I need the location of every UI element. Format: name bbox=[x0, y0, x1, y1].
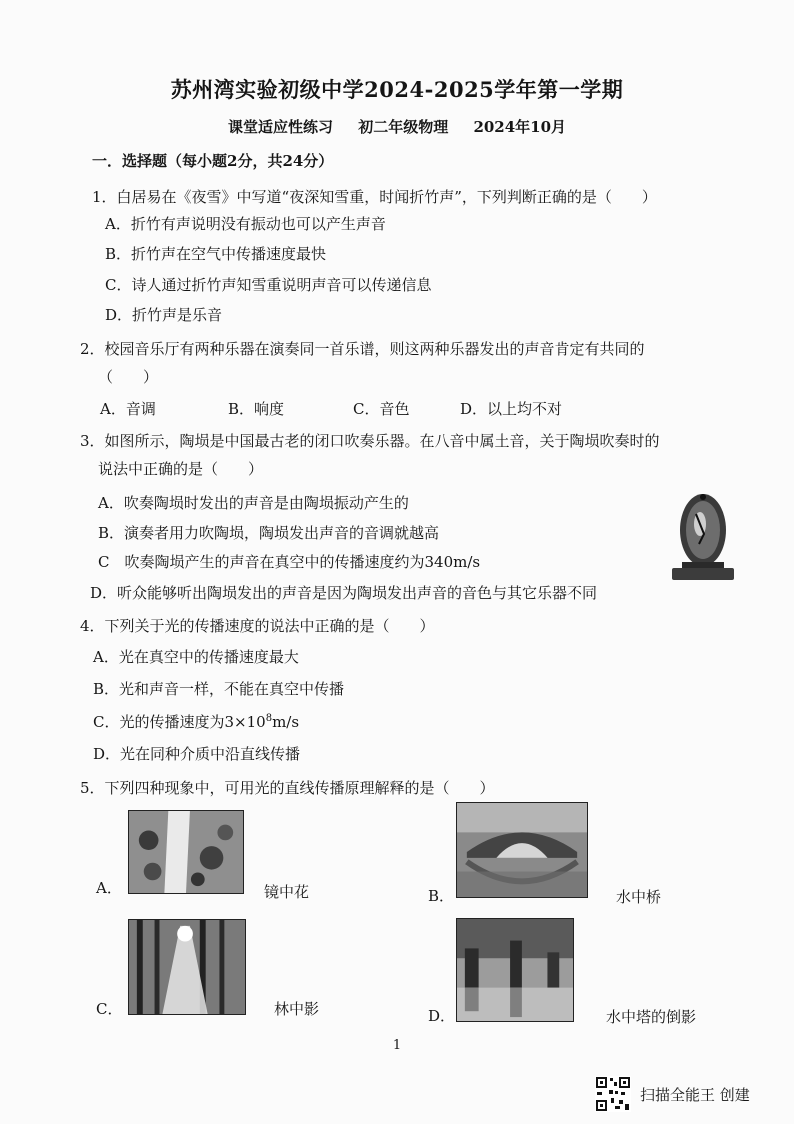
question-4-option-c-unit: m/s bbox=[272, 713, 300, 731]
page-number: 1 bbox=[392, 1038, 402, 1053]
question-4-option-c-prefix: C．光的传播速度为3×10 bbox=[93, 713, 266, 731]
question-1-stem: 1．白居易在《夜雪》中写道“夜深知雪重，时闻折竹声”，下列判断正确的是（ ） bbox=[92, 188, 657, 206]
question-4-option-d: D．光在同种介质中沿直线传播 bbox=[93, 745, 301, 763]
question-1-option-a: A．折竹有声说明没有振动也可以产生声音 bbox=[105, 215, 386, 233]
subtitle-date: 2024年10月 bbox=[473, 118, 567, 136]
subtitle-grade: 初二年级物理 bbox=[358, 118, 449, 136]
question-5-option-b-letter: B． bbox=[428, 887, 455, 905]
question-5-option-c-letter: C． bbox=[96, 1000, 123, 1018]
section-title: 一．选择题（每小题2分，共24分） bbox=[92, 152, 334, 170]
question-2-stem-bracket: （ ） bbox=[98, 368, 159, 386]
question-3-option-d: D．听众能够听出陶埙发出的声音是因为陶埙发出声音的音色与其它乐器不同 bbox=[90, 584, 598, 602]
question-3-option-c: C 吹奏陶埙产生的声音在真空中的传播速度约为340m/s bbox=[98, 553, 481, 571]
question-5-option-a-caption: 镜中花 bbox=[264, 883, 310, 901]
question-5-stem: 5．下列四种现象中，可用光的直线传播原理解释的是（ ） bbox=[80, 779, 495, 797]
scanner-watermark: 扫描全能王 创建 bbox=[640, 1086, 750, 1104]
question-4-option-c bbox=[93, 711, 299, 732]
question-2-stem: 2．校园音乐厅有两种乐器在演奏同一首乐谱，则这两种乐器发出的声音肯定有共同的 bbox=[80, 340, 645, 358]
question-3-option-b: B．演奏者用力吹陶埙，陶埙发出声音的音调就越高 bbox=[98, 524, 440, 542]
xun-instrument-image bbox=[666, 484, 740, 584]
question-1-option-b: B．折竹声在空气中传播速度最快 bbox=[105, 245, 327, 263]
question-5-option-b-caption: 水中桥 bbox=[616, 888, 662, 906]
question-5-option-d-caption: 水中塔的倒影 bbox=[606, 1008, 697, 1026]
question-5-option-c-caption: 林中影 bbox=[274, 1000, 320, 1018]
question-4-option-b: B．光和声音一样，不能在真空中传播 bbox=[93, 680, 345, 698]
question-3-stem-line2: 说法中正确的是（ ） bbox=[98, 460, 264, 478]
tower-reflection-image bbox=[456, 918, 574, 1022]
question-1-option-c: C．诗人通过折竹声知雪重说明声音可以传递信息 bbox=[105, 276, 432, 294]
question-2-option-d: D．以上均不对 bbox=[460, 400, 563, 418]
question-4-option-c-exponent: 8 bbox=[265, 713, 273, 724]
question-5-option-d-letter: D． bbox=[428, 1007, 456, 1025]
page-subtitle bbox=[0, 116, 794, 137]
page-title: 苏州湾实验初级中学2024-2025学年第一学期 bbox=[170, 77, 624, 102]
water-bridge-image bbox=[456, 802, 588, 898]
question-3-stem: 3．如图所示，陶埙是中国最古老的闭口吹奏乐器。在八音中属土音，关于陶埙吹奏时的 bbox=[80, 432, 660, 450]
forest-shadow-image bbox=[128, 919, 246, 1015]
qr-code-icon bbox=[595, 1076, 631, 1112]
question-4-option-a: A．光在真空中的传播速度最大 bbox=[93, 648, 299, 666]
question-3-option-a: A．吹奏陶埙时发出的声音是由陶埙振动产生的 bbox=[98, 494, 409, 512]
question-4-stem: 4．下列关于光的传播速度的说法中正确的是（ ） bbox=[80, 617, 435, 635]
question-2-option-a: A．音调 bbox=[100, 400, 156, 418]
mirror-flower-image bbox=[128, 810, 244, 894]
question-1-option-d: D．折竹声是乐音 bbox=[105, 306, 223, 324]
question-2-options bbox=[100, 398, 700, 418]
question-5-option-a-letter: A． bbox=[96, 879, 122, 897]
question-2-option-c: C．音色 bbox=[353, 400, 410, 418]
subtitle-practice: 课堂适应性练习 bbox=[227, 118, 333, 136]
question-2-option-b: B．响度 bbox=[228, 400, 285, 418]
